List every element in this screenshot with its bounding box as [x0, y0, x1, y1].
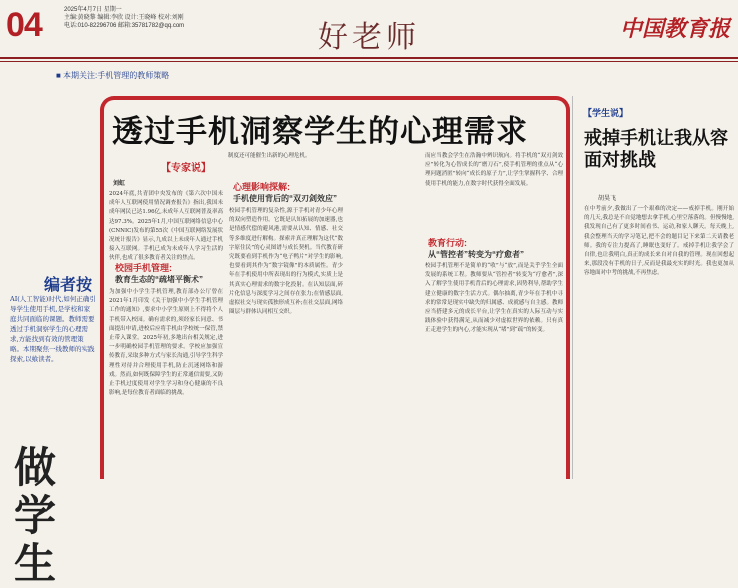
newspaper-logo: 中国教育报: [619, 16, 730, 42]
masthead-meta: [64, 6, 264, 30]
subheading-campus-management-sub: 教育生态的“疏堵平衡术”: [115, 275, 203, 284]
article-paragraph: 为加强中小学生手机管理,教育部办公厅曾在2021年1月印发《关于加强中小学生手机管理工作的通知》,要求中小学生原则上不得将个人手机带入校园。确有需求的,须经家长同意、书面提出申请,进校后应将手机由学校统一保管,禁止带入课堂。2025年初,多地出台相关规定,进一步明确校园手机管理的要求。学校应加强宣传教育,采取多种方式与家长沟通,引导学生科学理性对待并合理使用手机,防止沉迷网络和游戏。然而,如何既保障学生的正常通信需要,又防止手机过度使用对学生学习和身心健康的不良影响,是每位教育者面临的挑战。: [109, 289, 223, 397]
issue-focus-label: ■ 本期关注:手机管理的教师策略: [56, 71, 170, 80]
subheading-psych-impact-sub: 手机使用背后的“双刃剑效应”: [233, 194, 337, 203]
editor-note-title: 编者按: [44, 275, 93, 294]
masthead-rule-thin: [0, 61, 738, 62]
article-paragraph: 2024年底,共青团中央发布的《第六次中国未成年人互联网使用情况调查报告》指出,我国未成年网民已达1.96亿,未成年人互联网普及率高达97.3%。2025年1月,中国互联网络信息中心(CNNIC)发布的第55次《中国互联网络发展状况统计报告》显示,九成以上未成年人通过手机接入互联网。手机已成为未成年人学习生活的伙伴,也成了很多教育者关注的焦点。: [109, 191, 224, 262]
article-headline: 透过手机洞察学生的心理需求: [112, 114, 528, 150]
page-number: 04: [6, 6, 42, 44]
article-paragraph: 校园手机管理不是简单的“收”与“放”,而是关乎学生全面发展的系统工程。教师要从“管控者”转变为“疗愈者”,深入了解学生使用手机背后的心理需求,因势利导,帮助学生建立健康的数字生活方式。偶尔抽离,青少年在手机中寻求的常常是现实中缺失的归属感、成就感与自主感。教师应当搭建多元的成长平台,让学生在真实的人际互动与实践体验中获得满足,从而减少对虚拟世界的依赖。只有真正走进学生的内心,才能实现从“堵”到“疏”的转变。: [425, 263, 563, 334]
article-paragraph: 制度还可能催生出新的心理危机。: [228, 153, 311, 159]
subheading-campus-management: 校园手机管理:: [115, 263, 172, 273]
masthead-rule: [0, 57, 738, 59]
column-divider: [572, 96, 573, 479]
section-title: 好老师: [318, 20, 420, 55]
expert-tag: 【专家说】: [161, 163, 211, 174]
feature-big-title: 做学生: [14, 443, 57, 588]
meta-line: 主编:黄晓黎 编辑:李欣 设计:王晓峰 校对:刘刚: [64, 15, 184, 21]
sidebar-author: 胡昊飞: [598, 195, 617, 202]
meta-line: 电话:010-82296706 邮箱:3578178​2@qq.com: [64, 23, 185, 29]
sidebar-text: 在中考前夕,我做出了一个艰难的决定——戒掉手机。刚开始的几天,我总是不自觉地想去拿手机,心里空落落的。但慢慢地,我发现自己有了更多时间看书、运动,和家人聊天。每天晚上,我会整理当天的学习笔记,把不会的题目记下来第二天请教老师。我的专注力提高了,睡眠也变好了。戒掉手机让我学会了自律,也让我明白,真正的成长来自对自我的管理。现在回想起来,那段没有手机的日子,反而是我最充实的时光。我也更加从容地面对中考的挑战,不再焦虑。: [584, 206, 734, 277]
editor-note-text: AI(人工智能)时代,如何正确引导学生使用手机,是学校和家庭共同面临的课题。教师需要透过手机洞察学生的心理需求,方能找到有效的管理策略。本期聚焦一线教师的实践探索,以飨读者。: [10, 295, 96, 363]
article-paragraph: 而应当教会学生在浩瀚中辨识航向。将手机的“双刃剑效应”转化为心智成长的“磨刀石”,使手机管理的重点从“心理问题消匿”转向“成长的原子力”,让学生掌握科学、合理使用手机的能力,在数字时代获得全面发展。: [425, 153, 563, 187]
article-paragraph: 校园手机管理的复杂性,源于手机对青少年心理的双向塑造作用。它既是认知拓展的加速器,也是情感代偿的避风港,需要从认知、情感、社交等多维度进行解构。探索并真正理解为这代“数字原住民”的心灵图谱与成长契机。当代教育研究既要看到手机作为“电子鸭片”对学生的影响,也要看到其作为“数字镜像”的本质属性。青少年在手机使用中所表现出的行为模式,实质上是其真实心理需求的数字化投射。在认知层面,碎片化信息与深度学习之间存在张力;在情感层面,虚拟社交与现实孤独形成互补;在社交层面,网络圈层与群体认同相互交织。: [229, 208, 343, 316]
left-strip: [0, 84, 96, 588]
subheading-education-action-sub: 从“管控者”转变为“疗愈者”: [428, 250, 524, 259]
student-tag: 【学生说】: [583, 109, 629, 119]
article-author: 刘虹: [113, 180, 126, 187]
meta-line: 2025年4月7日 星期一: [64, 7, 122, 13]
subheading-education-action: 教育行动:: [428, 238, 467, 248]
subheading-psych-impact: 心理影响探解:: [233, 182, 290, 192]
sidebar-headline: 戒掉手机让我从容面对挑战: [584, 128, 728, 171]
masthead: [0, 0, 738, 56]
